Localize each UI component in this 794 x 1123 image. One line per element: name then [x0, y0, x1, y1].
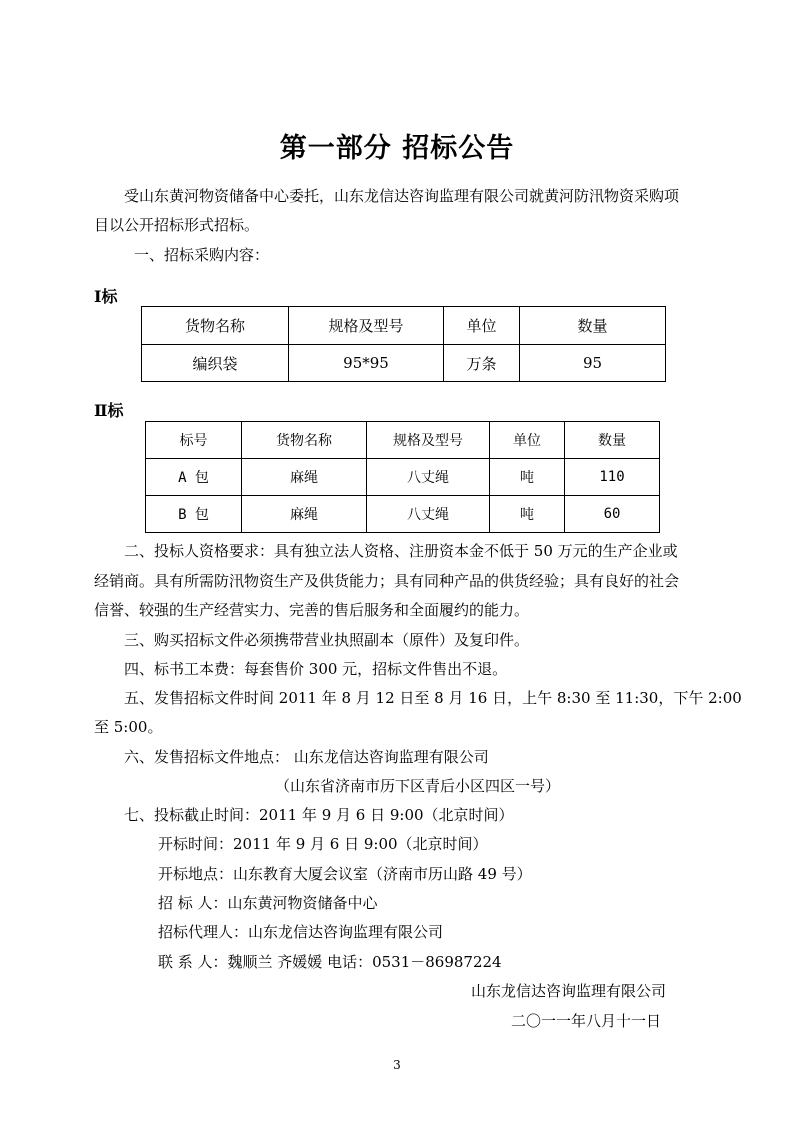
signature-company: 山东龙信达咨询监理有限公司	[471, 982, 667, 1000]
signature-date: 二〇一一年八月十一日	[511, 1012, 662, 1030]
section-2-line-3: 信誉、较强的生产经营实力、完善的售后服务和全面履约的能力。	[94, 601, 530, 619]
bid-2-cell-goods: 麻绳	[242, 459, 367, 496]
bid-1-cell-unit: 万条	[444, 345, 520, 382]
bid-2-cell-qty: 110	[565, 459, 660, 496]
bid-1-header-unit: 单位	[444, 307, 520, 345]
bid-1-header-goods: 货物名称	[142, 307, 289, 345]
bid-2-header-spec: 规格及型号	[367, 422, 490, 459]
table-row	[146, 496, 660, 533]
bid-1-table	[141, 306, 666, 382]
bid-1-cell-spec: 95*95	[289, 345, 444, 382]
section-2-line-2: 经销商。具有所需防汛物资生产及供货能力；具有同种产品的供货经验；具有良好的社会	[94, 572, 680, 590]
bid-1-cell-qty: 95	[520, 345, 666, 382]
section-3: 三、购买招标文件必须携带营业执照副本（原件）及复印件。	[124, 631, 530, 649]
section-4: 四、标书工本费：每套售价 300 元，招标文件售出不退。	[124, 660, 508, 678]
section-7-contact: 联 系 人：魏顺兰 齐媛媛 电话：0531－86987224	[158, 953, 502, 971]
section-5-line-1: 五、发售招标文件时间 2011 年 8 月 12 日至 8 月 16 日，上午 8:30 至 11:30，下午 2:00	[124, 689, 742, 707]
section-7-tenderer: 招 标 人：山东黄河物资储备中心	[158, 894, 378, 912]
bid-2-cell-lot: B 包	[146, 496, 242, 533]
bid-2-table	[145, 421, 660, 533]
section-7-opening-time: 开标时间：2011 年 9 月 6 日 9:00（北京时间）	[158, 835, 488, 853]
bid-2-cell-spec: 八丈绳	[367, 496, 490, 533]
bid-1-header-qty: 数量	[520, 307, 666, 345]
bid-1-label: Ⅰ标	[94, 287, 118, 306]
section-7-agent: 招标代理人：山东龙信达咨询监理有限公司	[158, 923, 444, 941]
intro-line-2: 目以公开招标形式招标。	[94, 216, 260, 234]
section-1-heading: 一、招标采购内容：	[134, 246, 270, 264]
section-7-opening-place: 开标地点：山东教育大厦会议室（济南市历山路 49 号）	[158, 865, 532, 883]
bid-2-header-row	[146, 422, 660, 459]
section-6-line-1: 六、发售招标文件地点： 山东龙信达咨询监理有限公司	[124, 748, 489, 766]
bid-2-cell-qty: 60	[565, 496, 660, 533]
bid-2-header-goods: 货物名称	[242, 422, 367, 459]
bid-2-header-lot: 标号	[146, 422, 242, 459]
section-2-line-1: 二、投标人资格要求：具有独立法人资格、注册资本金不低于 50 万元的生产企业或	[124, 542, 678, 560]
table-row	[142, 345, 666, 382]
table-row	[146, 459, 660, 496]
bid-1-cell-goods: 编织袋	[142, 345, 289, 382]
bid-1-header-spec: 规格及型号	[289, 307, 444, 345]
section-7-deadline: 七、投标截止时间：2011 年 9 月 6 日 9:00（北京时间）	[124, 806, 514, 824]
intro-line-1: 受山东黄河物资储备中心委托，山东龙信达咨询监理有限公司就黄河防汛物资采购项	[124, 187, 680, 205]
section-6-address: （山东省济南市历下区青后小区四区一号）	[275, 777, 561, 795]
bid-2-cell-unit: 吨	[490, 496, 565, 533]
bid-2-cell-spec: 八丈绳	[367, 459, 490, 496]
bid-2-label: Ⅱ标	[94, 401, 124, 420]
bid-2-cell-lot: A 包	[146, 459, 242, 496]
bid-2-cell-goods: 麻绳	[242, 496, 367, 533]
bid-2-cell-unit: 吨	[490, 459, 565, 496]
page-title: 第一部分 招标公告	[279, 133, 515, 164]
bid-1-header-row	[142, 307, 666, 345]
section-5-line-2: 至 5:00。	[94, 718, 163, 736]
page-number: 3	[393, 1058, 401, 1072]
bid-2-header-qty: 数量	[565, 422, 660, 459]
bid-2-header-unit: 单位	[490, 422, 565, 459]
